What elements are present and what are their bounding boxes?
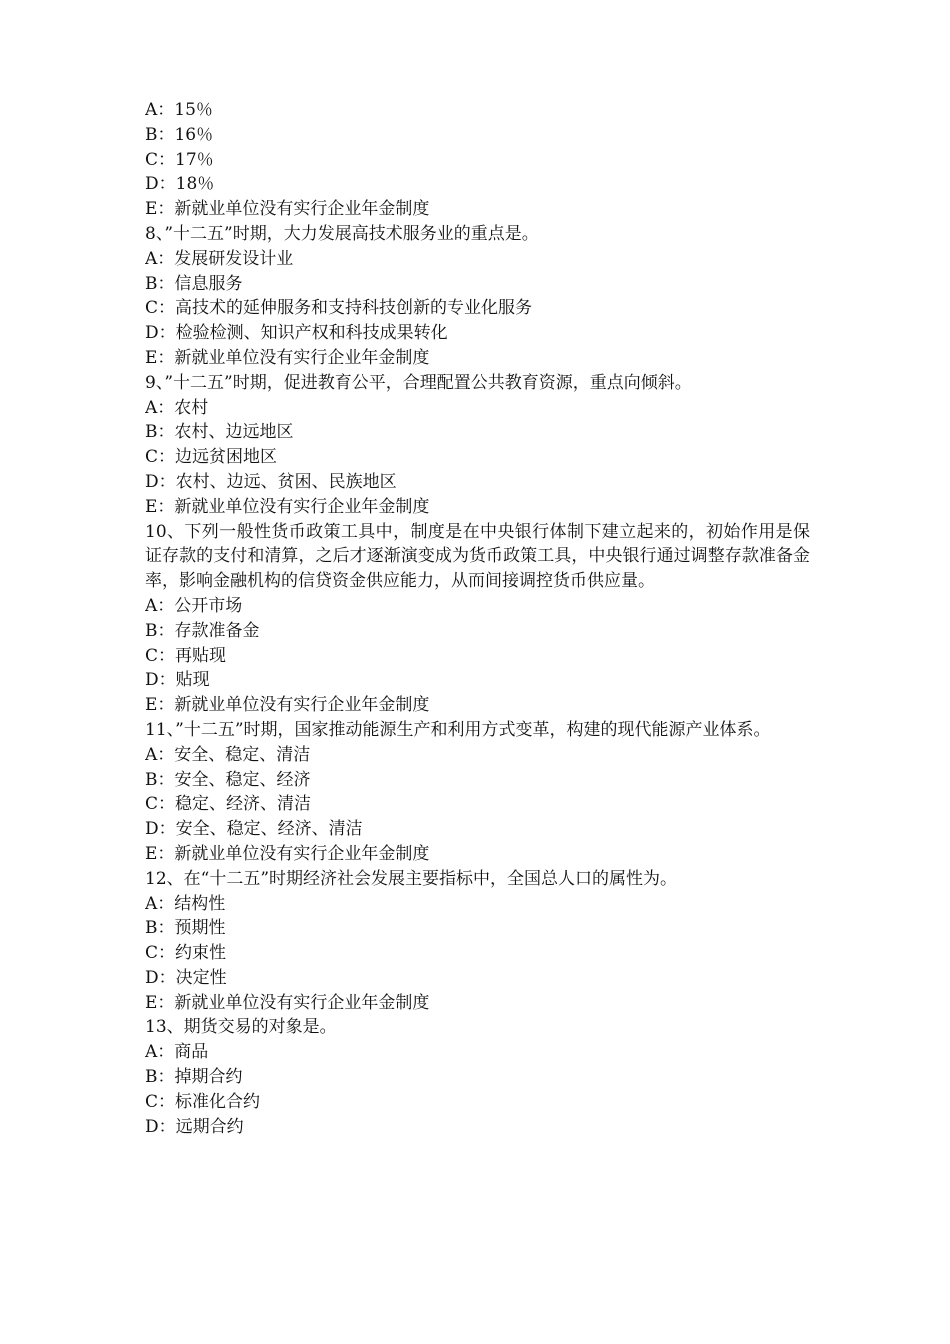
- answer-option: D：远期合约: [145, 1116, 244, 1137]
- document-body: [145, 98, 810, 1139]
- answer-option: D：检验检测、知识产权和科技成果转化: [145, 323, 448, 344]
- question-text: 10、下列一般性货币政策工具中，制度是在中央银行体制下建立起来的，初始作用是保证存款的支付和清算，之后才逐渐演变成为货币政策工具，中央银行通过调整存款准备金率，影响金融机构的信贷资金供应能力，从而间接调控货币供应量。: [145, 521, 810, 592]
- answer-option: C：高技术的延伸服务和支持科技创新的专业化服务: [145, 298, 533, 319]
- answer-option: E：新就业单位没有实行企业年金制度: [145, 347, 430, 368]
- answer-option: C：边远贫困地区: [145, 447, 278, 468]
- answer-option: E：新就业单位没有实行企业年金制度: [145, 199, 430, 220]
- answer-option: A：15％: [145, 100, 213, 120]
- question-text: 11、”十二五”时期，国家推动能源生产和利用方式变革，构建的现代能源产业体系。: [145, 719, 771, 740]
- answer-option: C：17％: [145, 149, 214, 170]
- answer-option: E：新就业单位没有实行企业年金制度: [145, 992, 430, 1013]
- answer-option: B：信息服务: [145, 273, 243, 294]
- question-text: 9、”十二五”时期，促进教育公平，合理配置公共教育资源，重点向倾斜。: [145, 372, 692, 393]
- answer-option: A：商品: [145, 1042, 209, 1063]
- answer-option: A：公开市场: [145, 595, 243, 616]
- answer-option: C：稳定、经济、清洁: [145, 794, 312, 815]
- answer-option: B：16％: [145, 124, 214, 145]
- answer-option: E：新就业单位没有实行企业年金制度: [145, 496, 430, 517]
- answer-option: B：安全、稳定、经济: [145, 769, 311, 790]
- answer-option: D：安全、稳定、经济、清洁: [145, 819, 363, 840]
- answer-option: D：18％: [145, 174, 215, 195]
- answer-option: A：发展研发设计业: [145, 248, 294, 269]
- question-text: 8、”十二五”时期，大力发展高技术服务业的重点是。: [145, 223, 539, 244]
- answer-option: B：存款准备金: [145, 620, 260, 641]
- answer-option: A：安全、稳定、清洁: [145, 744, 311, 765]
- answer-option: B：掉期合约: [145, 1067, 243, 1088]
- answer-option: C：约束性: [145, 943, 227, 964]
- answer-option: D：决定性: [145, 967, 227, 988]
- answer-option: D：农村、边远、贫困、民族地区: [145, 471, 397, 492]
- question-text: 12、在“十二五”时期经济社会发展主要指标中，全国总人口的属性为。: [145, 868, 678, 889]
- question-text: 13、期货交易的对象是。: [145, 1017, 337, 1038]
- answer-option: B：预期性: [145, 918, 226, 939]
- answer-option: C：标准化合约: [145, 1091, 261, 1112]
- answer-option: E：新就业单位没有实行企业年金制度: [145, 843, 430, 864]
- answer-option: C：再贴现: [145, 645, 227, 666]
- answer-option: E：新就业单位没有实行企业年金制度: [145, 695, 430, 716]
- answer-option: A：农村: [145, 397, 209, 418]
- answer-option: B：农村、边远地区: [145, 422, 294, 443]
- answer-option: A：结构性: [145, 893, 226, 914]
- answer-option: D：贴现: [145, 670, 210, 691]
